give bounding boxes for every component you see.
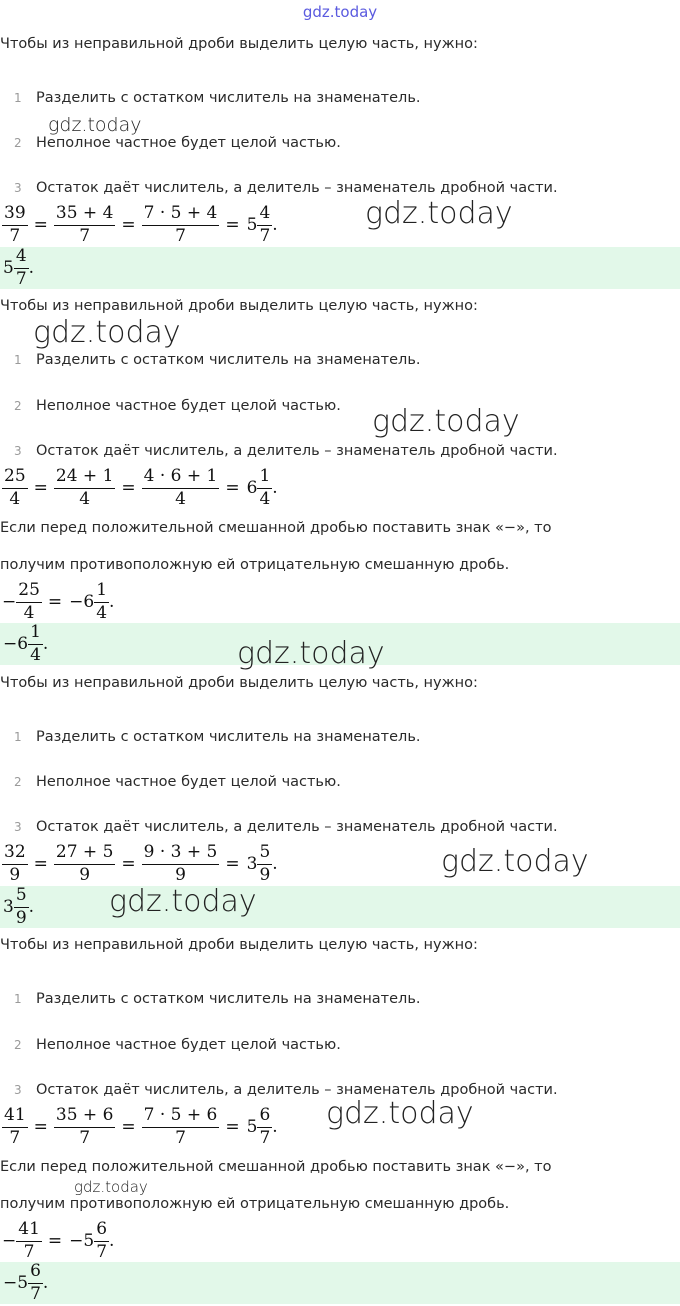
rule-step: 1 Разделить с остатком числитель на знаменатель.: [14, 991, 421, 1007]
rule-step: 3 Остаток даёт числитель, а делитель – знаменатель дробной части.: [14, 180, 558, 196]
conversion-equation: $\frac{41}{7}$ = $\frac{35 + 6}{7}$ = $\frac{7 \cdot 5 + 6}{7}$ = 5 $\frac{6}{7}$ .: [4, 1104, 278, 1148]
rule-step: 2 Неполное частное будет целой частью.: [14, 774, 341, 790]
answer-value: −5 $\frac{6}{7}$ .: [3, 1260, 49, 1304]
rule-intro: Чтобы из неправильной дроби выделить целую часть, нужно:: [0, 937, 478, 953]
watermark: gdz.today: [372, 404, 520, 439]
rule-intro: Чтобы из неправильной дроби выделить целую часть, нужно:: [0, 675, 478, 691]
watermark: gdz.today: [33, 315, 181, 350]
rule-step: 1 Разделить с остатком числитель на знаменатель.: [14, 729, 421, 745]
negative-rule-line2: получим противоположную ей отрицательную смешанную дробь.: [0, 1196, 510, 1212]
rule-intro: Чтобы из неправильной дроби выделить целую часть, нужно:: [0, 36, 478, 52]
answer-box: [0, 1262, 680, 1304]
rule-intro: Чтобы из неправильной дроби выделить целую часть, нужно:: [0, 298, 478, 314]
answer-value: −6 $\frac{1}{4}$ .: [3, 621, 49, 665]
rule-step: 1 Разделить с остатком числитель на знаменатель.: [14, 352, 421, 368]
negation-equation: − $\frac{41}{7}$ = −5 $\frac{6}{7}$ .: [2, 1218, 115, 1262]
negative-rule-line1: Если перед положительной смешанной дробью поставить знак «−», то: [0, 520, 552, 536]
watermark-top: gdz.today: [302, 3, 378, 21]
rule-step: 2 Неполное частное будет целой частью.: [14, 1037, 341, 1053]
answer-box: [0, 247, 680, 289]
rule-step: 3 Остаток даёт числитель, а делитель – знаменатель дробной части.: [14, 1082, 558, 1098]
conversion-equation: $\frac{39}{7}$ = $\frac{35 + 4}{7}$ = $\frac{7 \cdot 5 + 4}{7}$ = 5 $\frac{4}{7}$ .: [4, 202, 278, 246]
negation-equation: − $\frac{25}{4}$ = −6 $\frac{1}{4}$ .: [2, 579, 115, 623]
rule-step: 1 Разделить с остатком числитель на знаменатель.: [14, 90, 421, 106]
answer-value: 5 $\frac{4}{7}$ .: [3, 245, 35, 289]
answer-box: [0, 886, 680, 928]
negative-rule-line1: Если перед положительной смешанной дробью поставить знак «−», то: [0, 1159, 552, 1175]
watermark: gdz.today: [441, 844, 589, 879]
watermark: gdz.today: [48, 114, 142, 136]
conversion-equation: $\frac{32}{9}$ = $\frac{27 + 5}{9}$ = $\frac{9 \cdot 3 + 5}{9}$ = 3 $\frac{5}{9}$ .: [4, 841, 278, 885]
negative-rule-line2: получим противоположную ей отрицательную смешанную дробь.: [0, 557, 510, 573]
watermark: gdz.today: [237, 636, 385, 671]
answer-value: 3 $\frac{5}{9}$ .: [3, 884, 35, 928]
rule-step: 2 Неполное частное будет целой частью.: [14, 135, 341, 151]
watermark: gdz.today: [326, 1096, 474, 1131]
rule-step: 3 Остаток даёт числитель, а делитель – знаменатель дробной части.: [14, 443, 558, 459]
watermark: gdz.today: [109, 884, 257, 919]
rule-step: 2 Неполное частное будет целой частью.: [14, 398, 341, 414]
watermark: gdz.today: [365, 196, 513, 231]
watermark: gdz.today: [74, 1178, 148, 1196]
conversion-equation: $\frac{25}{4}$ = $\frac{24 + 1}{4}$ = $\frac{4 \cdot 6 + 1}{4}$ = 6 $\frac{1}{4}$ .: [4, 465, 278, 509]
rule-step: 3 Остаток даёт числитель, а делитель – знаменатель дробной части.: [14, 819, 558, 835]
